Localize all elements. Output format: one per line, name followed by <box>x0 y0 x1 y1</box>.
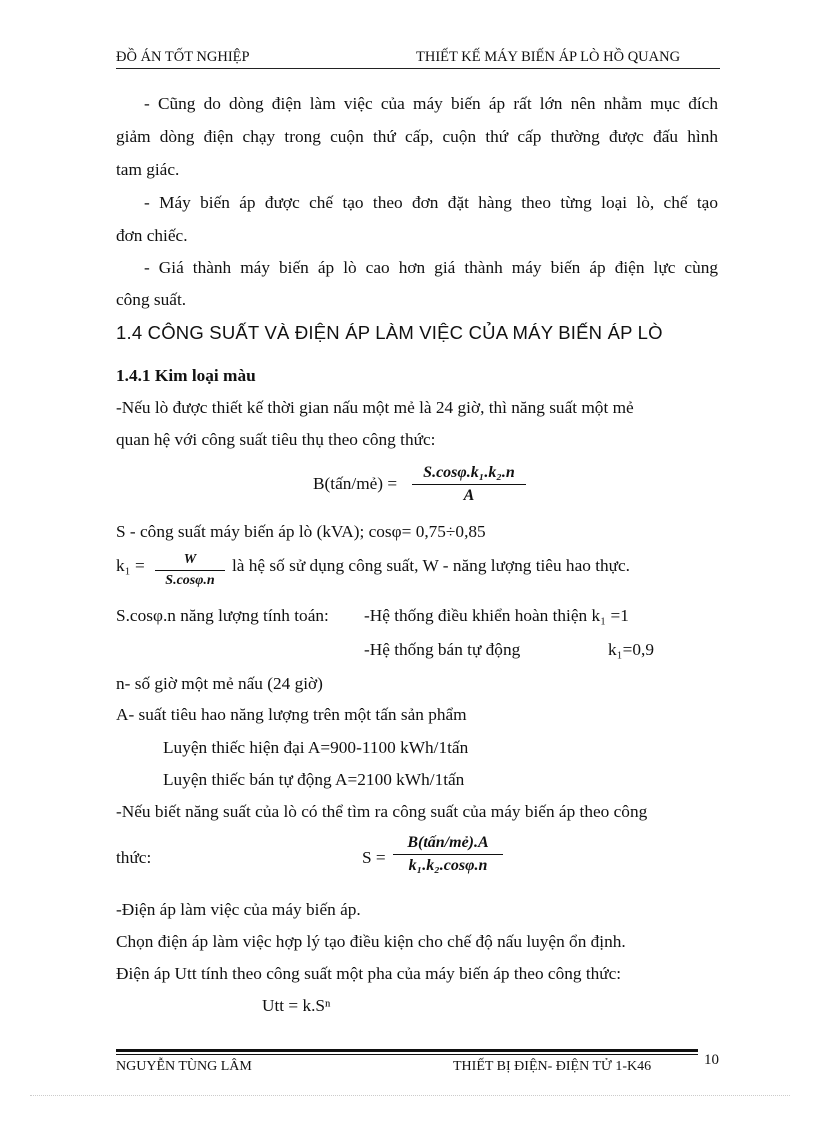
para2-line1: - Máy biến áp được chế tạo theo đơn đặt hàng theo từng loại lò, chế tạo <box>144 193 718 212</box>
fraction-bar <box>412 484 526 485</box>
k1-description: là hệ số sử dụng công suất, W - năng lượng tiêu hao thực. <box>232 556 631 575</box>
section-heading: 1.4 CÔNG SUẤT VÀ ĐIỆN ÁP LÀM VIỆC CỦA MÁY BIẾN ÁP LÒ <box>116 322 663 343</box>
s-definition: S - công suất máy biến áp lò (kVA); cosφ= 0,75÷0,85 <box>116 522 486 541</box>
formula1-denominator: A <box>463 487 475 504</box>
voltage-line3: Điện áp Utt tính theo công suất một pha của máy biến áp theo công thức: <box>116 964 622 983</box>
para3-line1: - Giá thành máy biến áp lò cao hơn giá thành máy biến áp điện lực cùng <box>144 258 718 277</box>
para3-line2: công suất. <box>116 290 187 309</box>
scos-option1: -Hệ thống điều khiển hoàn thiện k₁ =1 <box>364 606 629 625</box>
header-left: ĐỒ ÁN TỐT NGHIỆP <box>116 49 250 65</box>
scos-label: S.cosφ.n năng lượng tính toán: <box>116 606 329 625</box>
intro-line1: -Nếu lò được thiết kế thời gian nấu một mẻ là 24 giờ, thì năng suất một mẻ <box>116 398 634 417</box>
header-rule <box>116 68 720 69</box>
para1-line3: tam giác. <box>116 160 180 179</box>
fraction-bar <box>393 854 503 855</box>
a-option1: Luyện thiếc hiện đại A=900-1100 kWh/1tấn <box>163 738 469 757</box>
footer-left: NGUYỄN TÙNG LÂM <box>116 1059 252 1074</box>
formula2-numerator: B(tấn/mẻ).A <box>407 834 489 851</box>
scos-option2-value: k₁=0,9 <box>608 640 655 659</box>
formula1-numerator: S.cosφ.k₁.k₂.n <box>423 464 515 481</box>
intro-line2: quan hệ với công suất tiêu thụ theo công thức: <box>116 430 436 449</box>
footer-rule-thick <box>116 1049 698 1052</box>
scos-option2: -Hệ thống bán tự động <box>364 640 521 659</box>
fraction-bar <box>155 570 225 571</box>
subsection-heading: 1.4.1 Kim loại màu <box>116 366 256 385</box>
s-formula-label: thức: <box>116 848 152 867</box>
voltage-line2: Chọn điện áp làm việc hợp lý tạo điều kiện cho chế độ nấu luyện ổn định. <box>116 932 626 951</box>
a-definition: A- suất tiêu hao năng lượng trên một tấn sản phẩm <box>116 705 467 724</box>
k1-fraction <box>155 552 225 589</box>
footer-right: THIẾT BỊ ĐIỆN- ĐIỆN TỬ 1-K46 <box>453 1059 652 1074</box>
header-right: THIẾT KẾ MÁY BIẾN ÁP LÒ HỒ QUANG <box>416 49 681 65</box>
para2-line2: đơn chiếc. <box>116 226 188 245</box>
k1-denominator: S.cosφ.n <box>165 573 215 588</box>
formula1-lhs: B(tấn/mẻ) = <box>313 474 398 493</box>
footer-rule-thin <box>116 1054 698 1055</box>
formula2-denominator: k₁.k₂.cosφ.n <box>408 857 488 874</box>
formula1-fraction <box>412 464 526 505</box>
formula2-fraction <box>393 834 503 875</box>
k1-lhs: k₁ = <box>116 556 145 575</box>
page-number: 10 <box>704 1052 719 1068</box>
para1-line1: - Cũng do dòng điện làm việc của máy biến áp rất lớn nên nhằm mục đích <box>144 94 718 113</box>
n-definition: n- số giờ một mẻ nấu (24 giờ) <box>116 674 323 693</box>
para1-line2: giảm dòng điện chạy trong cuộn thứ cấp, cuộn thứ cấp thường được đấu hình <box>116 127 718 146</box>
a-option2: Luyện thiếc bán tự động A=2100 kWh/1tấn <box>163 770 465 789</box>
k1-numerator: W <box>183 552 197 567</box>
s-formula-intro: -Nếu biết năng suất của lò có thể tìm ra công suất của máy biến áp theo công <box>116 802 648 821</box>
formula2-lhs: S = <box>362 848 386 867</box>
bottom-dotted-line <box>30 1095 790 1096</box>
formula3: Utt = k.Sⁿ <box>262 996 331 1015</box>
voltage-line1: -Điện áp làm việc của máy biến áp. <box>116 900 361 919</box>
